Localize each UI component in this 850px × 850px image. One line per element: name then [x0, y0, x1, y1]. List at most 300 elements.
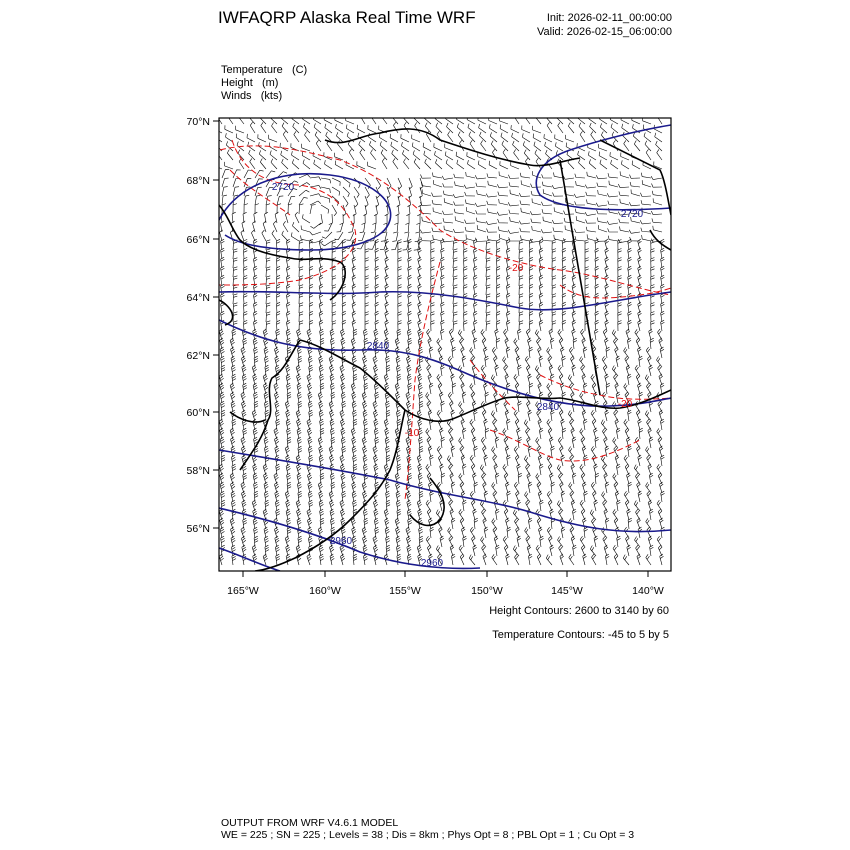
wind-barb: [532, 199, 541, 206]
wind-barb: [447, 456, 453, 467]
wind-barb: [594, 428, 598, 439]
wind-barb: [535, 114, 541, 125]
wind-barb: [633, 132, 640, 142]
wind-barb: [393, 158, 398, 169]
wind-barb: [514, 149, 519, 160]
wind-barb: [519, 240, 523, 250]
wind-barb: [608, 201, 618, 205]
wind-barb: [440, 329, 444, 340]
wind-barb: [505, 374, 509, 385]
wind-barb: [523, 141, 530, 151]
wind-barb: [340, 455, 345, 466]
wind-barb: [228, 113, 233, 124]
wind-barb: [453, 240, 457, 250]
wind-barb: [416, 223, 421, 233]
wind-barb: [423, 143, 431, 151]
wind-barb: [516, 356, 520, 367]
wind-barb: [219, 509, 224, 520]
wind-barb: [303, 123, 310, 133]
wind-barb: [488, 208, 498, 214]
wind-barb: [576, 181, 585, 187]
wind-barb: [580, 428, 585, 439]
wind-barb: [406, 392, 411, 403]
wind-barb: [393, 223, 398, 233]
wind-barb: [596, 203, 607, 207]
wind-barb: [437, 446, 442, 457]
wind-barb: [558, 329, 563, 340]
wind-barb: [429, 518, 433, 529]
wind-barb: [392, 114, 398, 124]
wind-barb: [536, 473, 541, 484]
wind-barb: [509, 237, 519, 241]
wind-barb: [404, 122, 409, 133]
wind-barb: [585, 258, 589, 268]
wind-barb: [591, 410, 596, 421]
wind-barb: [365, 258, 369, 268]
wind-barb: [230, 338, 235, 349]
temperature-contour-label: -20: [508, 263, 524, 274]
wind-barb: [313, 116, 321, 125]
wind-barb: [582, 410, 586, 421]
wind-barb: [587, 172, 596, 178]
wind-barb: [466, 235, 475, 242]
wind-barb: [428, 374, 432, 385]
wind-barb: [645, 141, 651, 151]
wind-barb: [652, 184, 663, 188]
wind-barb: [500, 161, 508, 169]
wind-barb: [404, 223, 409, 233]
wind-barb: [310, 194, 321, 197]
wind-barb: [230, 473, 235, 484]
wind-barb: [547, 383, 552, 394]
wind-barb: [553, 193, 564, 197]
valid-time: Valid: 2026-02-15_06:00:00: [537, 26, 672, 38]
wind-barb: [652, 191, 662, 196]
wind-barb: [220, 230, 223, 241]
lon-tick-label: 155°W: [389, 585, 421, 597]
wind-barb: [510, 190, 519, 196]
wind-barb: [329, 491, 334, 502]
wind-barb: [573, 545, 577, 556]
wind-barb: [310, 205, 316, 215]
wind-barb: [444, 226, 453, 232]
wind-barb: [310, 223, 321, 228]
wind-barb: [586, 220, 597, 224]
wind-barb: [611, 124, 618, 134]
wind-barb: [324, 152, 332, 160]
wind-barb: [500, 125, 508, 133]
wind-barb: [343, 187, 349, 197]
wind-barb: [480, 465, 486, 475]
wind-barb: [305, 132, 311, 143]
wind-barb: [363, 554, 367, 565]
wind-barb: [280, 143, 288, 151]
wind-barb: [539, 464, 543, 475]
wind-barb: [659, 446, 663, 457]
wind-barb: [453, 194, 464, 197]
wind-barb: [568, 123, 574, 134]
field-unit: (kts): [260, 90, 283, 102]
wind-barb: [645, 375, 651, 385]
wind-barb: [635, 365, 640, 376]
wind-barb: [547, 122, 552, 133]
wind-barb: [332, 303, 336, 313]
wind-barb: [437, 374, 442, 385]
wind-barb: [477, 225, 486, 232]
wind-barb: [302, 152, 310, 160]
wind-barb: [266, 258, 270, 268]
wind-barb: [510, 217, 519, 223]
wind-barb: [453, 312, 457, 322]
wind-barb: [259, 150, 266, 160]
wind-barb: [486, 194, 497, 198]
wind-barb: [542, 174, 552, 178]
wind-barb: [615, 455, 619, 466]
wind-barb: [288, 204, 292, 214]
wind-barb: [584, 491, 588, 502]
wind-barb: [263, 374, 268, 385]
wind-barb: [233, 178, 240, 187]
wind-barb: [474, 482, 478, 493]
wind-barb: [472, 437, 476, 448]
wind-barb: [641, 173, 651, 178]
wind-barb: [644, 133, 651, 143]
wind-barb: [494, 536, 498, 547]
wind-barb: [384, 374, 389, 385]
wind-barb: [252, 365, 257, 376]
wind-barb: [448, 492, 454, 503]
wind-barb: [266, 276, 270, 286]
wind-barb: [618, 184, 629, 188]
temperature-contour-note: Temperature Contours: -45 to 5 by 5: [492, 629, 669, 641]
wind-barb: [379, 134, 387, 143]
wind-barb: [495, 329, 499, 340]
wind-barb: [606, 347, 610, 358]
wind-barb: [433, 208, 442, 215]
wind-barb: [544, 134, 552, 142]
wind-barb: [318, 437, 323, 448]
lat-tick-label: 62°N: [186, 350, 210, 362]
wind-barb: [571, 536, 575, 547]
wind-barb: [624, 455, 629, 466]
wind-barb: [365, 196, 368, 207]
wind-barb: [340, 365, 345, 376]
wind-barb: [603, 329, 607, 340]
wind-barb: [443, 218, 453, 223]
wind-barb: [635, 537, 641, 548]
wind-barb: [252, 500, 257, 511]
wind-barb: [507, 455, 511, 466]
wind-barb: [519, 193, 530, 197]
wind-barb: [586, 192, 596, 196]
wind-barb: [634, 141, 640, 152]
wind-barb: [514, 113, 519, 124]
wind-barb: [617, 500, 621, 511]
wind-barb: [547, 419, 552, 430]
wind-barb: [435, 159, 442, 169]
wind-barb: [535, 366, 541, 377]
wind-barb: [292, 151, 300, 160]
wind-barb: [459, 473, 464, 484]
wind-barb: [357, 125, 365, 133]
wind-barb: [421, 175, 432, 179]
wind-barb: [562, 320, 566, 331]
wind-barb: [657, 357, 663, 368]
wind-barb: [222, 187, 228, 196]
wind-barb: [538, 419, 542, 430]
wind-barb: [600, 123, 607, 133]
wind-barb: [384, 419, 389, 430]
wind-barb: [402, 150, 409, 160]
wind-barb: [508, 202, 519, 206]
wind-barb: [640, 193, 651, 197]
wind-barb: [635, 329, 640, 340]
wind-barb: [417, 455, 422, 466]
wind-barb: [506, 419, 510, 430]
field-name: Winds: [221, 90, 252, 102]
wind-barb: [605, 338, 609, 349]
wind-barb: [467, 116, 475, 124]
wind-barb: [638, 383, 642, 394]
wind-barb: [440, 428, 444, 439]
wind-barb: [303, 115, 311, 124]
wind-barb: [215, 133, 222, 142]
wind-barb: [553, 227, 563, 232]
wind-barb: [461, 527, 465, 538]
wind-barb: [543, 189, 552, 196]
wind-barb: [598, 144, 607, 151]
wind-barb: [536, 545, 541, 556]
wind-barb: [475, 175, 486, 179]
wind-barb: [332, 312, 336, 322]
wind-barb: [524, 420, 530, 430]
wind-barb: [648, 464, 652, 475]
wind-barb: [247, 134, 255, 142]
wind-barb: [509, 210, 519, 214]
wind-barb: [508, 230, 519, 234]
wind-barb: [522, 126, 530, 134]
lat-tick-label: 64°N: [186, 292, 210, 304]
wind-barb: [492, 482, 497, 493]
wind-barb: [628, 410, 632, 421]
wind-barb: [620, 171, 629, 178]
wind-barb: [459, 437, 464, 448]
coastline: [560, 160, 600, 395]
wind-barb: [266, 294, 270, 304]
wind-barb: [233, 294, 237, 304]
wind-barb: [457, 123, 464, 133]
wind-barb: [507, 491, 511, 502]
wind-barb: [307, 554, 312, 565]
wind-barb: [535, 330, 541, 340]
wind-barb: [536, 158, 541, 169]
wind-barb: [657, 536, 662, 547]
wind-barb: [542, 182, 552, 187]
wind-barb: [241, 392, 246, 403]
wind-barb: [525, 527, 530, 538]
wind-barb: [365, 249, 369, 259]
wind-barb: [574, 229, 585, 233]
wind-barb: [466, 172, 475, 178]
wind-barb: [659, 410, 663, 421]
wind-barb: [483, 554, 487, 565]
wind-barb: [282, 231, 288, 241]
wind-barb: [551, 482, 555, 493]
wind-barb: [611, 160, 618, 169]
wind-barb: [579, 159, 586, 169]
wind-barb: [244, 170, 252, 178]
wind-barb: [526, 329, 530, 340]
wind-barb: [569, 447, 575, 458]
wind-barb: [495, 509, 499, 520]
wind-barb: [390, 134, 398, 142]
wind-barb: [456, 152, 464, 160]
wind-barb: [628, 518, 632, 529]
wind-barb: [582, 374, 586, 385]
wind-barb: [316, 140, 321, 151]
lon-tick-label: 145°W: [551, 585, 583, 597]
wind-barb: [484, 383, 488, 394]
wind-barb: [575, 236, 585, 241]
wind-barb: [462, 464, 466, 475]
wind-barb: [465, 200, 475, 206]
wind-barb: [453, 258, 457, 268]
wind-barb: [632, 161, 640, 169]
wind-barb: [547, 491, 552, 502]
wind-barb: [604, 545, 608, 556]
wind-barb: [332, 187, 340, 196]
wind-barb: [497, 184, 508, 188]
wind-barb: [552, 312, 556, 322]
wind-barb: [230, 383, 235, 394]
wind-barb: [353, 554, 357, 565]
wind-barb: [624, 419, 629, 430]
wind-barb: [299, 190, 309, 196]
wind-barb: [578, 115, 585, 125]
wind-barb: [219, 329, 224, 340]
wind-barb: [443, 191, 453, 196]
wind-barb: [474, 518, 478, 529]
wind-barb: [442, 211, 453, 215]
wind-barb: [236, 126, 244, 133]
wind-barb: [294, 131, 299, 142]
wind-barb: [307, 419, 312, 430]
wind-barb: [302, 144, 310, 151]
wind-barb: [321, 205, 329, 214]
height-contour-label: 2720: [271, 182, 295, 193]
wind-barb: [475, 238, 486, 242]
wind-barb: [478, 116, 486, 124]
field-unit: (m): [261, 77, 279, 89]
wind-barb: [642, 235, 651, 241]
wind-barb: [263, 554, 268, 565]
wind-barb: [219, 374, 224, 385]
wind-barb: [436, 546, 442, 557]
wind-barb: [496, 338, 500, 349]
wind-barb: [597, 218, 607, 224]
wind-barb: [262, 230, 266, 241]
wind-barb: [442, 176, 453, 180]
wind-barb: [322, 232, 332, 238]
wind-barb: [569, 554, 574, 565]
wind-barb: [634, 465, 640, 475]
wind-barb: [458, 330, 464, 340]
wind-barb: [486, 267, 490, 277]
wind-barb: [365, 187, 369, 198]
wind-barb: [320, 554, 324, 565]
wind-barb: [580, 536, 585, 547]
wind-barb: [332, 276, 336, 286]
wind-barb: [395, 518, 400, 529]
wind-barb: [351, 338, 356, 349]
wind-barb: [558, 365, 563, 376]
wind-barb: [335, 116, 343, 124]
wind-barb: [519, 312, 523, 322]
wind-barb: [552, 276, 556, 286]
wind-barb: [601, 420, 607, 430]
wind-barb: [281, 114, 288, 124]
wind-barb: [349, 149, 354, 160]
wind-barb: [616, 464, 620, 475]
wind-barb: [651, 176, 662, 179]
wind-barb: [486, 303, 490, 313]
wind-barb: [435, 115, 442, 124]
wind-barb: [476, 218, 486, 223]
wind-barb: [453, 321, 457, 331]
wind-barb: [598, 190, 607, 196]
wind-barb: [515, 554, 520, 565]
wind-barb: [454, 209, 464, 214]
wind-barb: [433, 180, 442, 187]
wind-barb: [552, 285, 556, 295]
wind-barb: [498, 227, 508, 233]
field-name: Temperature: [221, 64, 283, 76]
wind-barb: [417, 365, 422, 376]
wind-barb: [430, 455, 434, 466]
wind-barb: [564, 218, 574, 223]
wind-barb: [432, 173, 442, 179]
wind-barb: [579, 123, 585, 133]
wind-barb: [481, 329, 486, 340]
wind-barb: [244, 195, 249, 205]
wind-barb: [563, 176, 574, 180]
wind-barb: [274, 473, 279, 484]
wind-barb: [587, 199, 597, 205]
wind-barb: [592, 554, 597, 565]
wind-barb: [574, 194, 585, 198]
wind-barb: [615, 527, 619, 538]
wind-barb: [402, 142, 410, 151]
wind-barb: [591, 446, 596, 457]
wind-barb: [604, 509, 608, 520]
wind-barb: [552, 267, 556, 277]
wind-barb: [373, 401, 378, 412]
wind-barb: [595, 437, 599, 448]
wind-barb: [233, 267, 237, 277]
wind-barb: [351, 473, 356, 484]
wind-barb: [252, 545, 257, 556]
wind-barb: [606, 383, 610, 394]
wind-barb: [299, 294, 303, 304]
wind-barb: [473, 374, 477, 385]
wind-barb: [365, 303, 369, 313]
wind-barb: [432, 193, 443, 197]
wind-barb: [505, 482, 509, 493]
wind-barb: [618, 239, 629, 242]
wind-barb: [609, 181, 618, 187]
wind-barb: [299, 303, 303, 313]
wind-barb: [392, 232, 398, 241]
